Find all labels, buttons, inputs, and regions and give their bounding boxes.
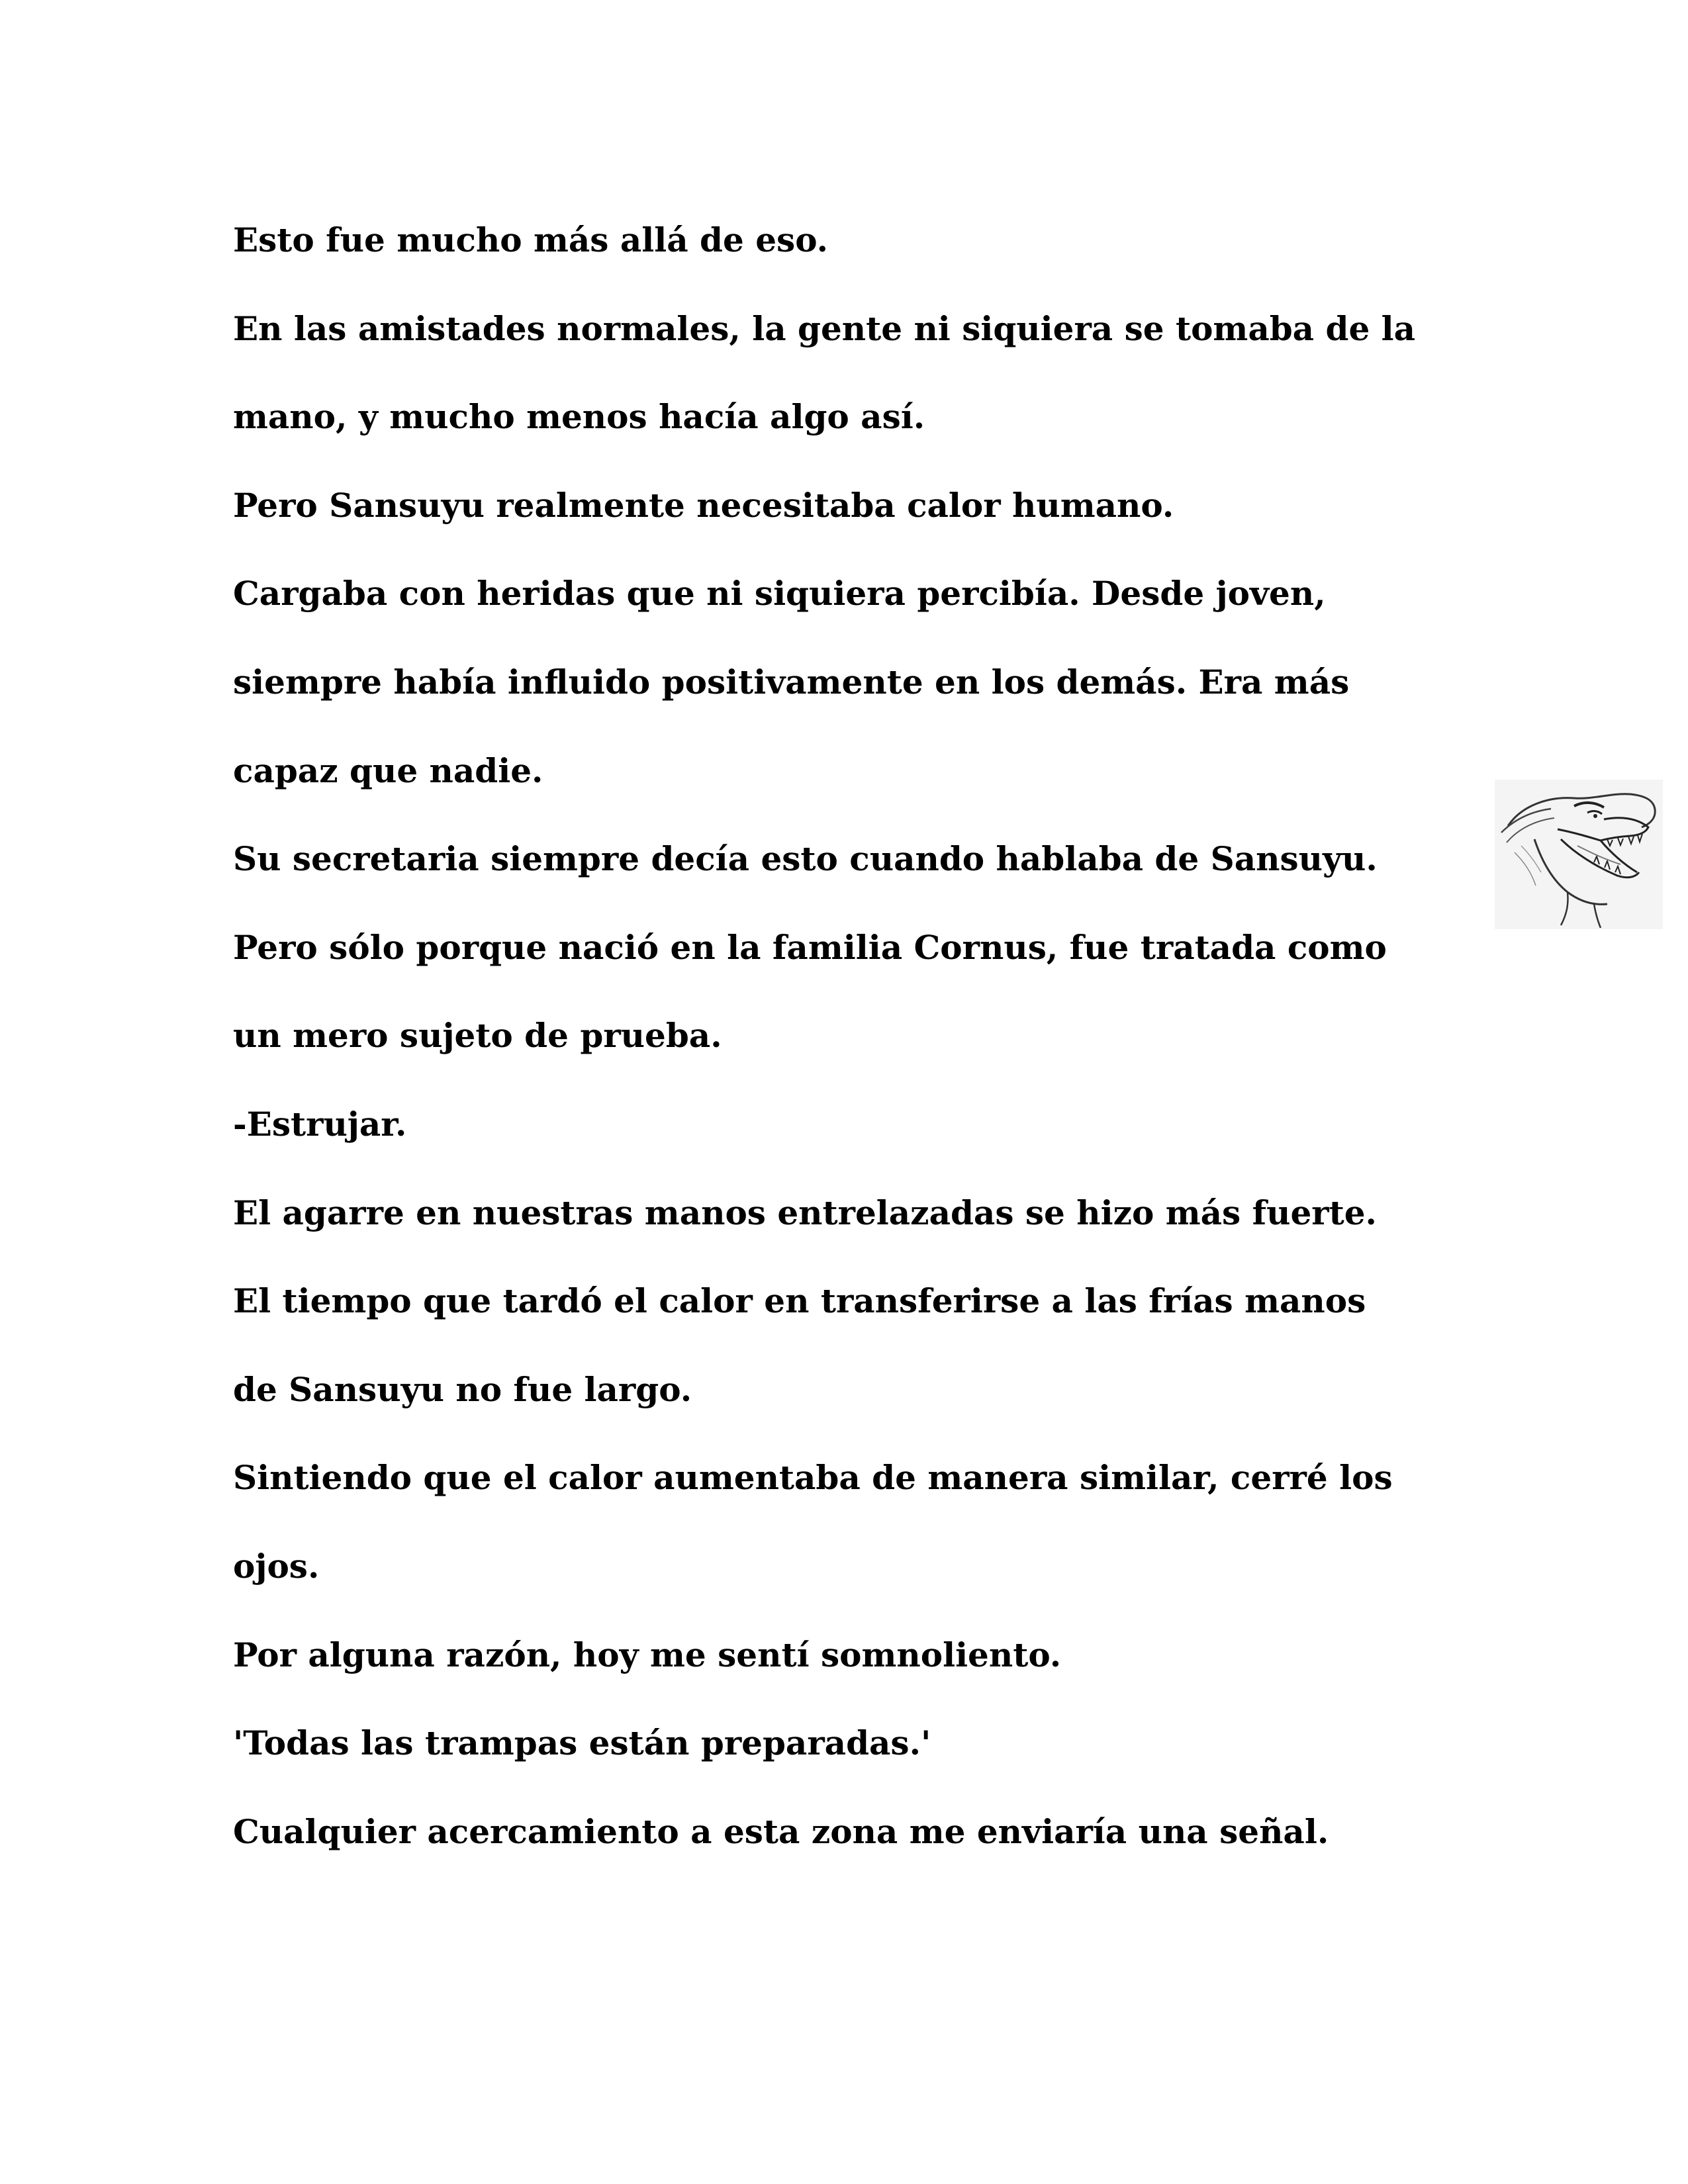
text-line: Cargaba con heridas que ni siquiera percibía. Desde joven, xyxy=(233,574,1326,614)
text-line: siempre había influido positivamente en los demás. Era más xyxy=(233,662,1350,702)
text-line: Sintiendo que el calor aumentaba de manera similar, cerré los xyxy=(233,1458,1393,1498)
text-line: capaz que nadie. xyxy=(233,751,543,790)
dinosaur-head-icon xyxy=(1495,780,1663,929)
text-line: Pero sólo porque nació en la familia Cornus, fue tratada como xyxy=(233,927,1387,967)
text-line: Por alguna razón, hoy me sentí somnoliento. xyxy=(233,1635,1062,1674)
text-line: 'Todas las trampas están preparadas.' xyxy=(233,1723,931,1763)
text-line: Su secretaria siempre decía esto cuando hablaba de Sansuyu. xyxy=(233,839,1378,879)
text-line: Esto fue mucho más allá de eso. xyxy=(233,220,829,259)
text-line: El agarre en nuestras manos entrelazadas se hizo más fuerte. xyxy=(233,1193,1377,1232)
text-body xyxy=(233,196,1491,1876)
text-line: Cualquier acercamiento a esta zona me enviaría una señal. xyxy=(233,1811,1329,1851)
text-line: ojos. xyxy=(233,1546,320,1586)
text-line: En las amistades normales, la gente ni siquiera se tomaba de la xyxy=(233,308,1416,348)
text-line: de Sansuyu no fue largo. xyxy=(233,1369,692,1409)
text-line: -Estrujar. xyxy=(233,1104,407,1144)
text-line: mano, y mucho menos hacía algo así. xyxy=(233,397,925,437)
text-line: Pero Sansuyu realmente necesitaba calor humano. xyxy=(233,485,1174,525)
text-line: un mero sujeto de prueba. xyxy=(233,1016,722,1056)
text-line: El tiempo que tardó el calor en transferirse a las frías manos xyxy=(233,1281,1366,1321)
